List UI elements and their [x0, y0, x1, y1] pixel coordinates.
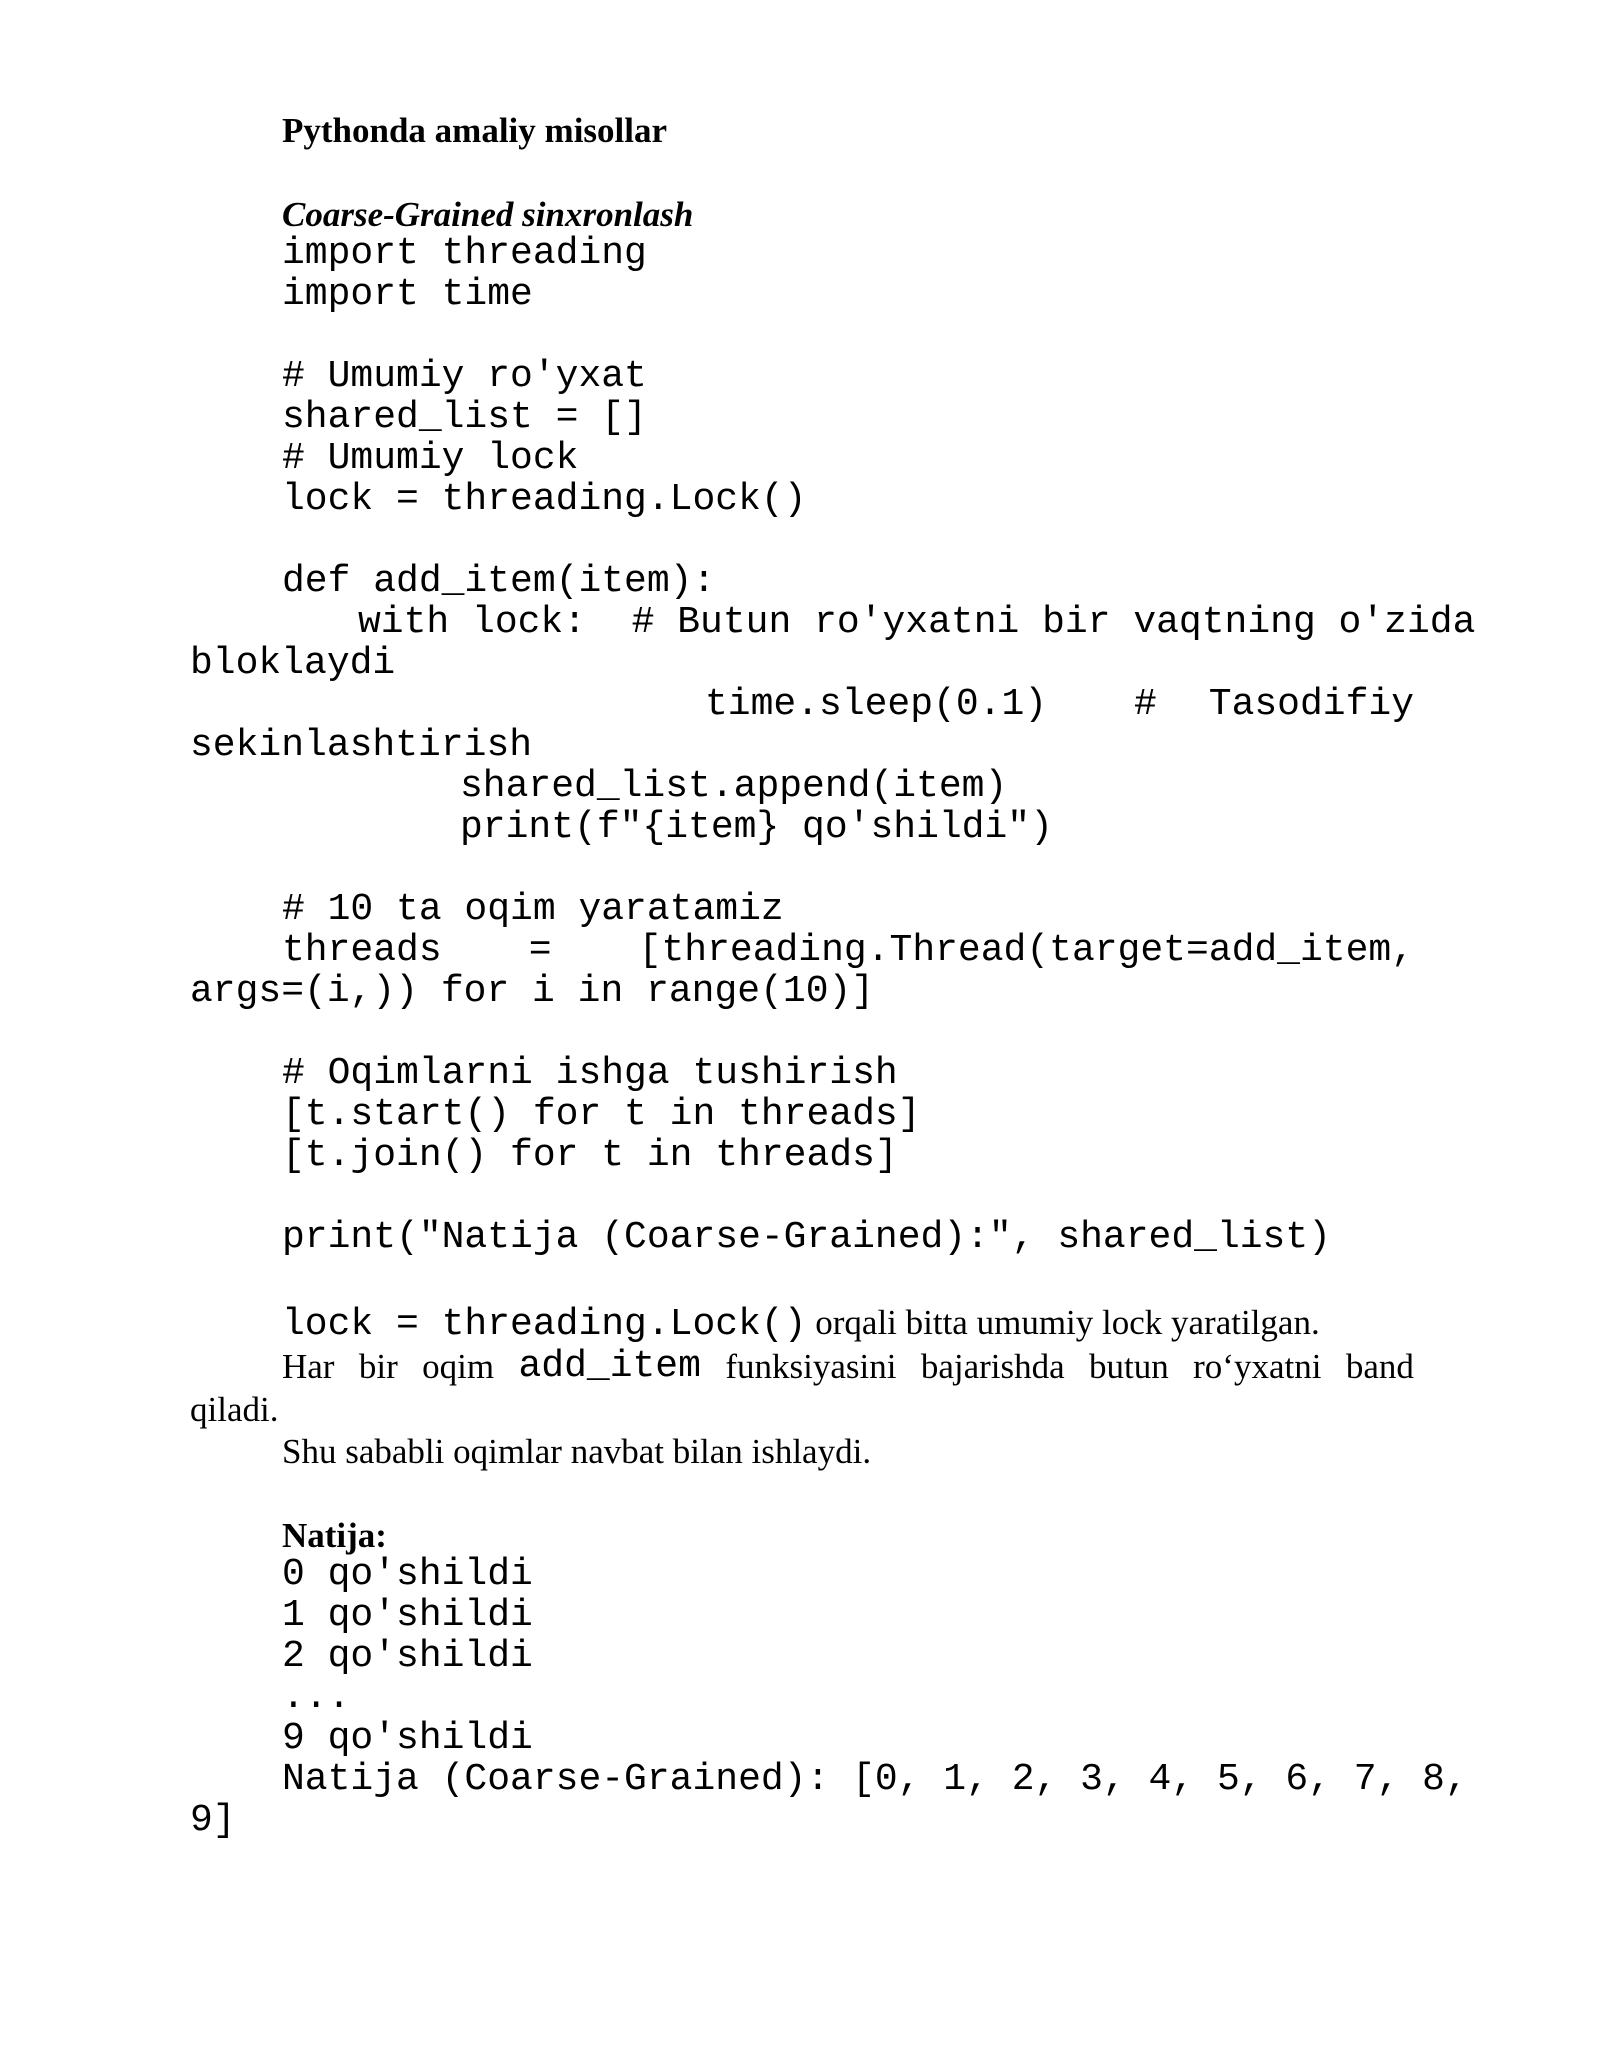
section-title: Coarse-Grained sinxronlash: [282, 195, 694, 234]
code-comment: # Oqimlarni ishga tushirish: [282, 1052, 898, 1095]
code-line: print("Natija (Coarse-Grained):", shared_list): [282, 1216, 1331, 1259]
word: funksiyasini: [725, 1347, 897, 1386]
code-line: shared_list.append(item): [460, 765, 1008, 808]
code-comment: # 10 ta oqim yaratamiz: [282, 888, 784, 931]
result-line: ...: [282, 1676, 351, 1719]
result-line: 1 qo'shildi: [282, 1594, 533, 1637]
code-line: def add_item(item):: [282, 560, 716, 603]
word: oqim: [422, 1347, 495, 1386]
code-line: print(f"{item} qo'shildi"): [460, 806, 1053, 849]
code-line-wrap: sekinlashtirish: [190, 724, 533, 767]
word: bir: [358, 1347, 398, 1386]
code-line-wrap: args=(i,)) for i in range(10)]: [190, 970, 875, 1013]
code-line: import threading: [282, 232, 647, 275]
result-final-line: Natija (Coarse-Grained): [0, 1, 2, 3, 4, 5, 6, 7, 8,: [282, 1758, 1468, 1801]
inline-code: lock = threading.Lock(): [282, 1303, 807, 1346]
result-line: 2 qo'shildi: [282, 1635, 533, 1678]
code-line: shared_list = []: [282, 396, 647, 439]
word: band: [1345, 1347, 1414, 1386]
code-comment-text: Tasodifiy: [1208, 683, 1414, 726]
code-threads-value: [threading.Thread(target=add_item,: [638, 929, 1414, 972]
code-sleep-comment-group: [1134, 684, 1414, 725]
result-line: 0 qo'shildi: [282, 1553, 533, 1596]
result-label: Natija:: [282, 1516, 387, 1555]
word: Har: [282, 1347, 335, 1386]
code-line: with lock: # Butun ro'yxatni bir vaqtning o'zida: [358, 601, 1476, 644]
explanation-text: orqali bitta umumiy lock yaratilgan.: [806, 1303, 1320, 1342]
explanation-paragraph-3: Shu sababli oqimlar navbat bilan ishlaydi.: [282, 1432, 872, 1471]
code-sleep-call: time.sleep(0.1): [705, 683, 1048, 726]
code-line: import time: [282, 273, 533, 316]
code-line-sleep: [0, 684, 1600, 725]
word: ro‘yxatni: [1193, 1347, 1322, 1386]
explanation-paragraph-2-end: qiladi.: [190, 1390, 279, 1429]
code-line: lock = threading.Lock(): [282, 478, 807, 521]
word: butun: [1089, 1347, 1169, 1386]
result-final-line-wrap: 9]: [190, 1799, 236, 1842]
code-line: [t.start() for t in threads]: [282, 1093, 921, 1136]
word: bajarishda: [920, 1347, 1065, 1386]
code-line: [t.join() for t in threads]: [282, 1134, 898, 1177]
code-threads-eq: =: [528, 929, 552, 972]
code-line-wrap: bloklaydi: [190, 642, 396, 685]
code-comment: # Umumiy lock: [282, 437, 579, 480]
code-threads-var: threads: [282, 929, 442, 972]
result-line: 9 qo'shildi: [282, 1717, 533, 1760]
code-comment-hash: #: [1134, 683, 1157, 726]
explanation-paragraph-1: [0, 1301, 1600, 1347]
explanation-paragraph-2: [0, 1345, 1600, 1389]
code-comment: # Umumiy ro'yxat: [282, 355, 647, 398]
inline-code: add_item: [518, 1345, 701, 1388]
page-heading: Pythonda amaliy misollar: [282, 111, 668, 150]
code-line-threads: [0, 930, 1600, 971]
